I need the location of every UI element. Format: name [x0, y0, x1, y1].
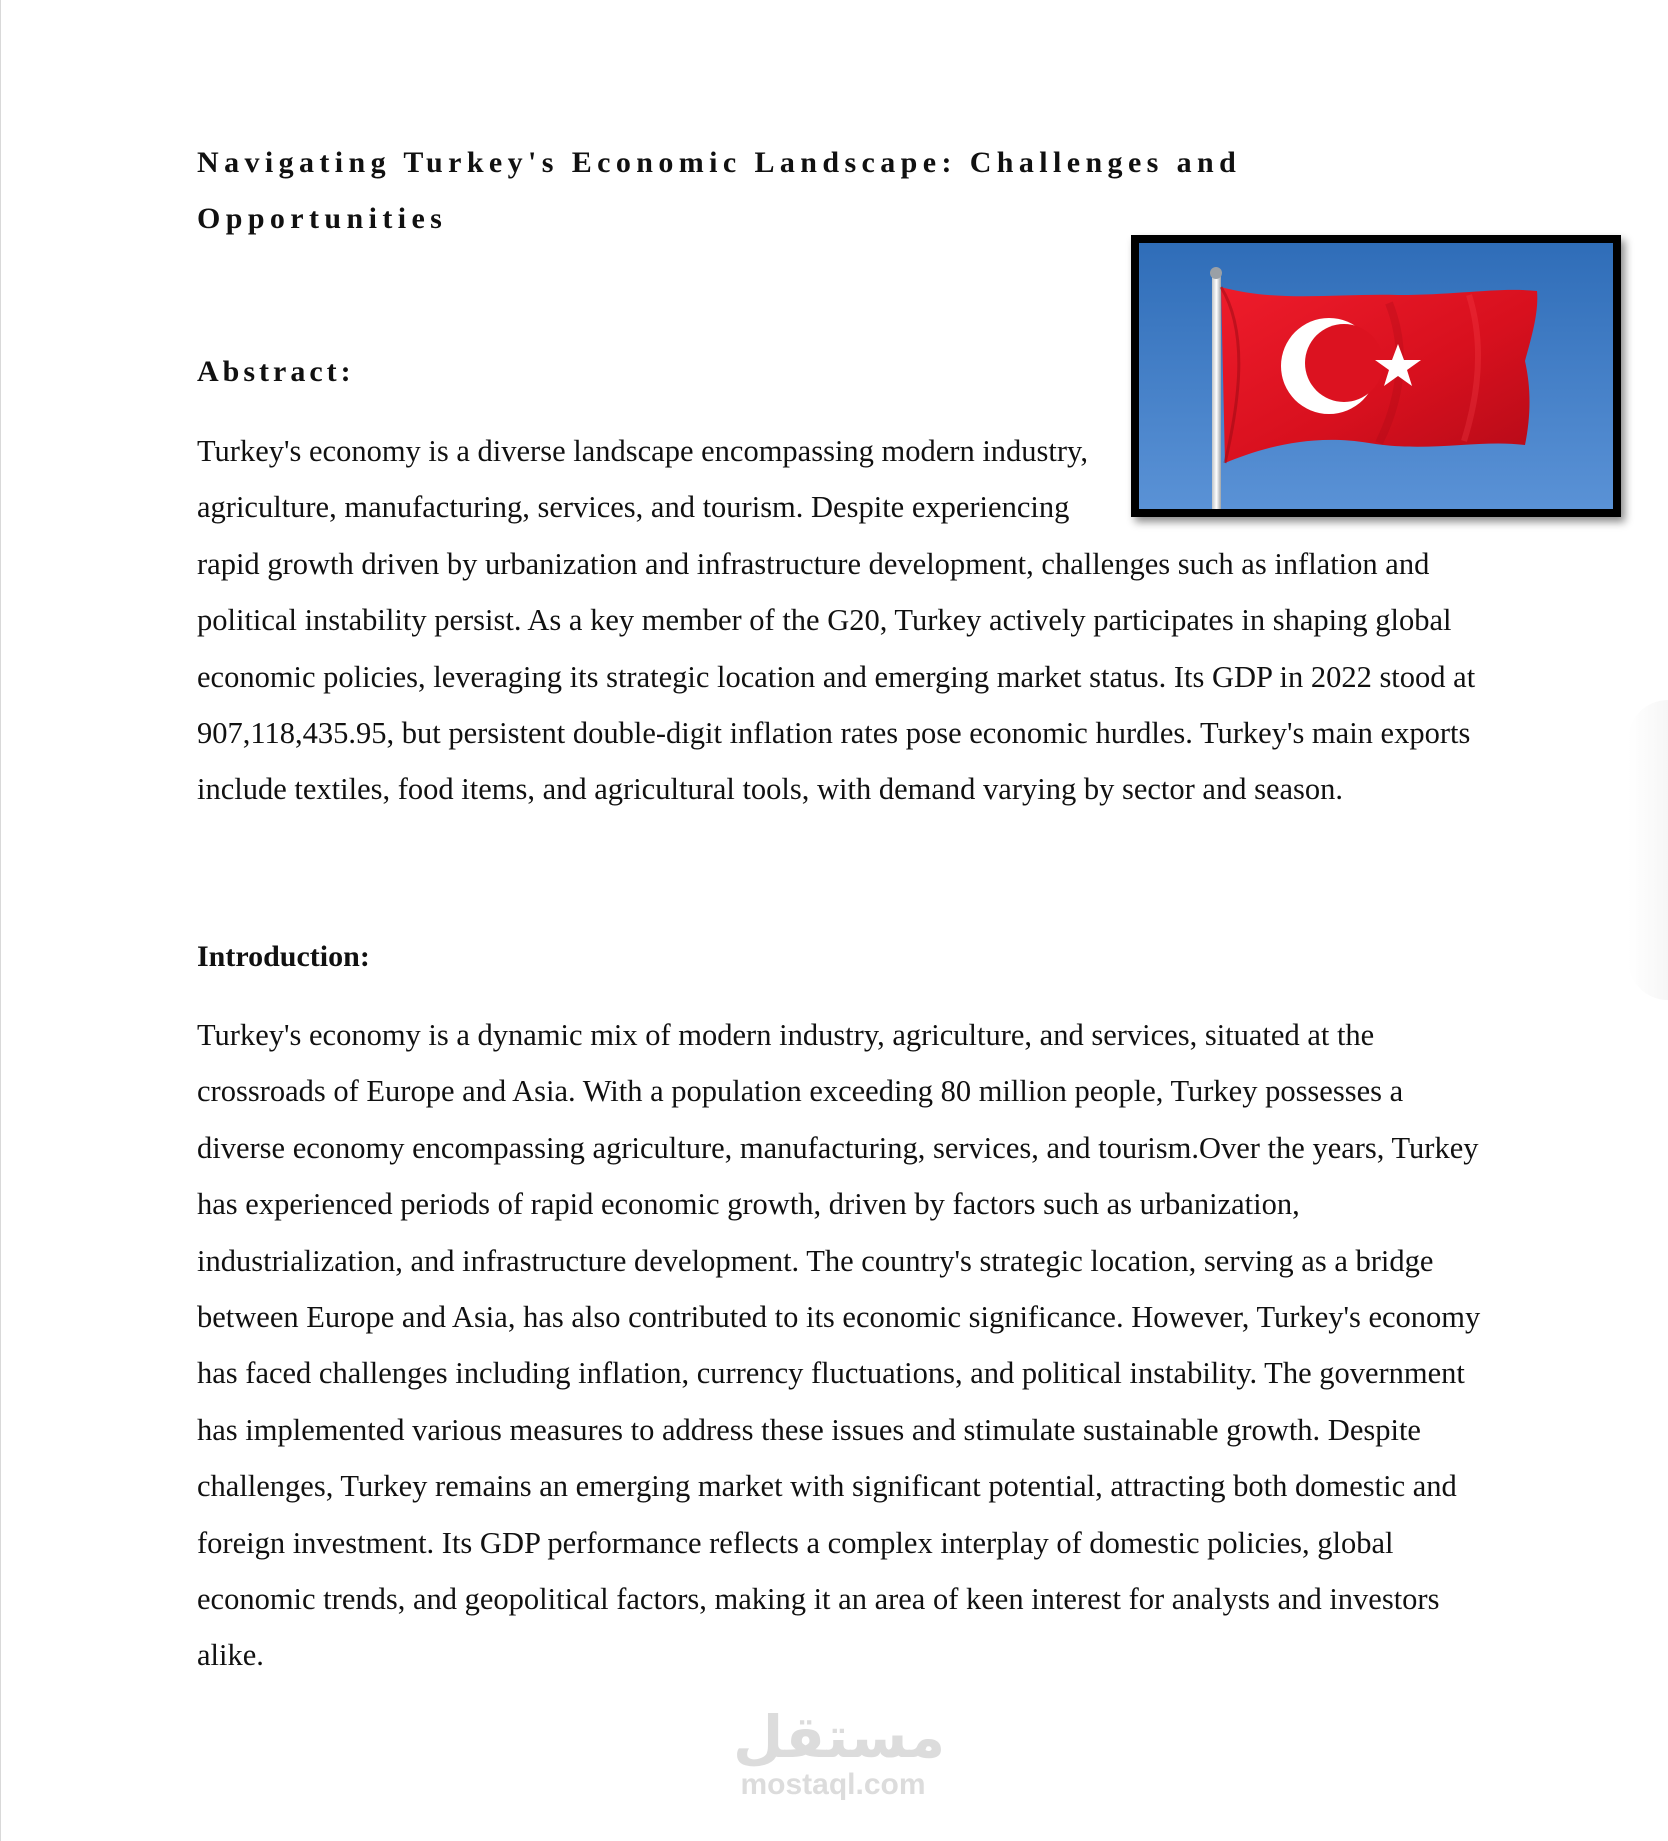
abstract-text: Turkey's economy is a diverse landscape encompassing modern industry, agriculture, manufacturing, services, and tourism. Despite experiencing rapid growth driven by urbanization and infrastructure development, challenges such as inflation and political instability persist. As a key member of the G20, Turkey actively participates in shaping global economic policies, leveraging its strategic location and emerging market status. Its GDP in 2022 stood at 907,118,435.95, but persistent double-digit inflation rates pose economic hurdles. Turkey's main exports include textiles, food items, and agricultural tools, with demand varying by sector and season.	[197, 434, 1476, 807]
introduction-paragraph: Turkey's economy is a dynamic mix of modern industry, agriculture, and services, situated at the crossroads of Europe and Asia. With a population exceeding 80 million people, Turkey possesses a diverse economy encompassing agriculture, manufacturing, services, and tourism.Over the years, Turkey has experienced periods of rapid economic growth, driven by factors such as urbanization, industrialization, and infrastructure development. The country's strategic location, serving as a bridge between Europe and Asia, has also contributed to its economic significance. However, Turkey's economy has faced challenges including inflation, currency fluctuations, and political instability. The government has implemented various measures to address these issues and stimulate sustainable growth. Despite challenges, Turkey remains an emerging market with significant potential, attracting both domestic and foreign investment. Its GDP performance reflects a complex interplay of domestic policies, global economic trends, and geopolitical factors, making it an area of keen interest for analysts and investors alike.	[197, 1018, 1481, 1673]
image-wrap-spacer	[1117, 423, 1492, 533]
document-title: Navigating Turkey's Economic Landscape: Challenges and Opportunities	[197, 146, 1242, 235]
abstract-heading: Abstract:	[197, 355, 355, 388]
watermark-latin: mostaql.com	[740, 1768, 926, 1801]
watermark-arabic: مستقل	[733, 1703, 946, 1771]
watermark	[733, 1702, 946, 1801]
page-edge	[0, 0, 1, 1841]
introduction-heading: Introduction:	[197, 940, 370, 973]
abstract-paragraph	[197, 423, 1492, 818]
page-shadow	[1628, 700, 1668, 1000]
